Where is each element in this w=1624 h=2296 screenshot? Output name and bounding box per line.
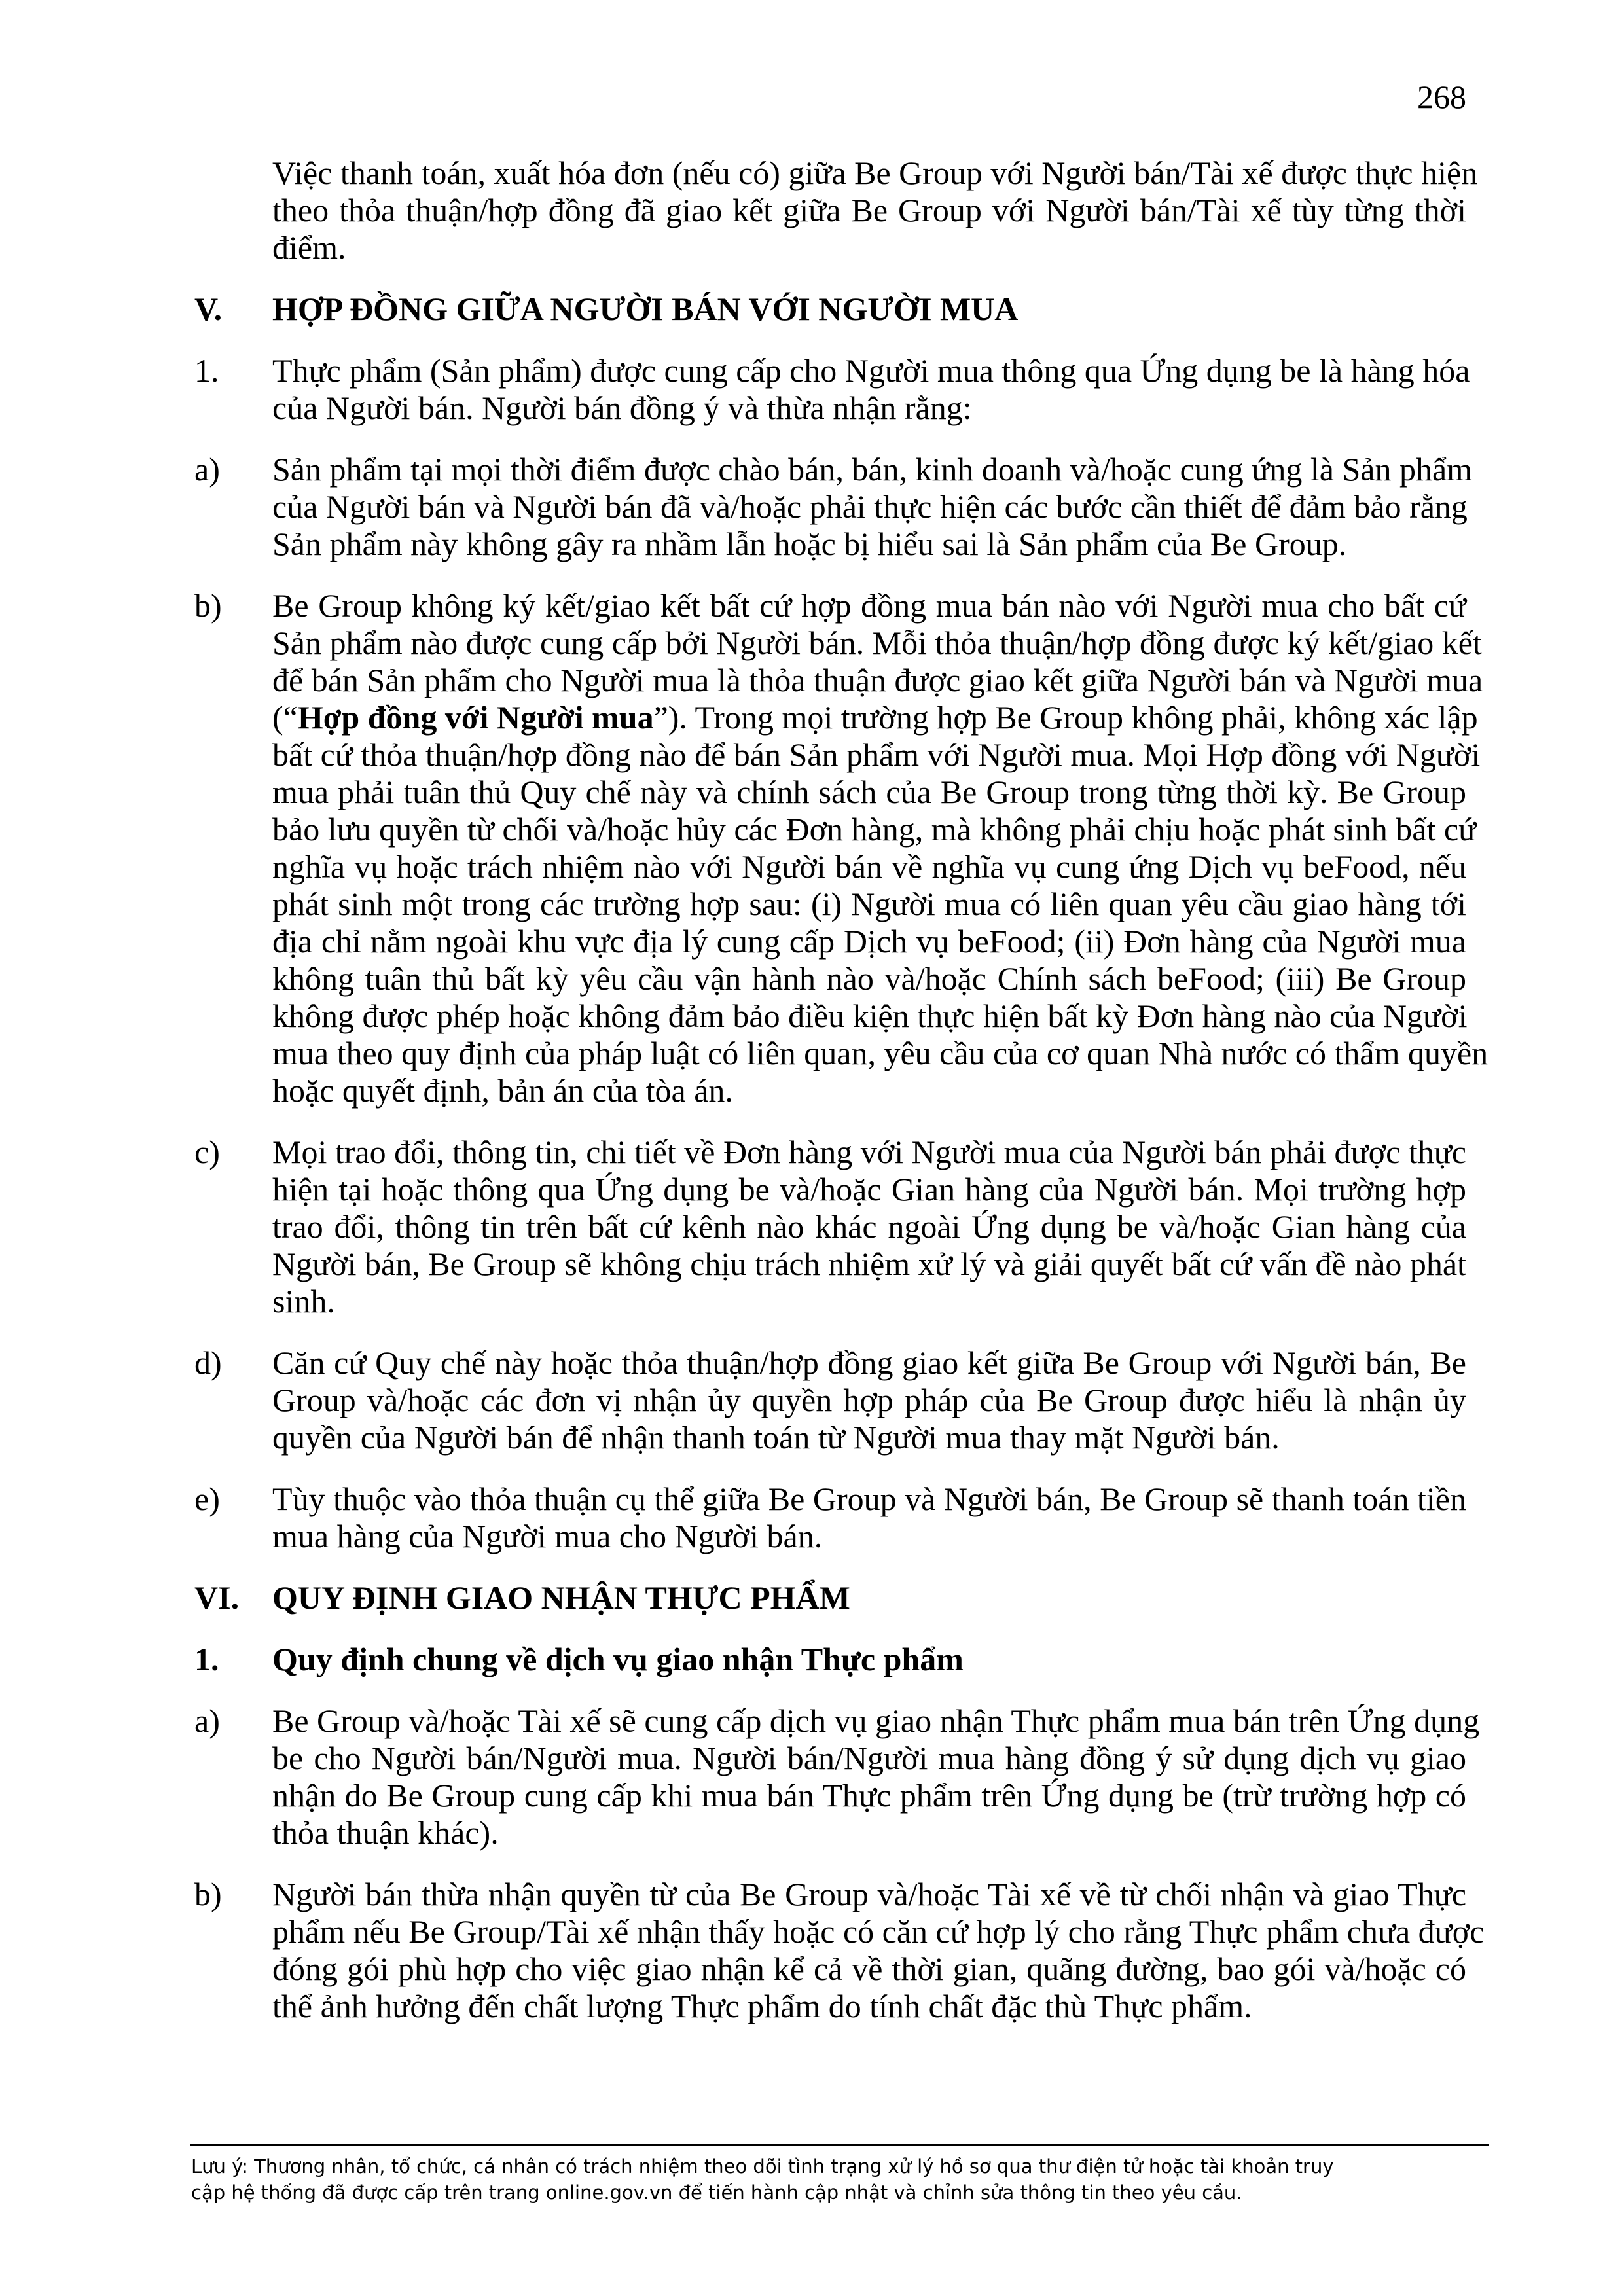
item-label: d) bbox=[194, 1344, 222, 1381]
document-body bbox=[194, 154, 1489, 2049]
item-label: b) bbox=[194, 1876, 222, 1912]
text-line: Việc thanh toán, xuất hóa đơn (nếu có) giữa Be Group với Người bán/Tài xế được thực hiện bbox=[272, 154, 1478, 191]
text-line: không được phép hoặc không đảm bảo điều kiện thực hiện bất kỳ Đơn hàng nào của Người bbox=[272, 997, 1468, 1034]
item-label: b) bbox=[194, 587, 222, 624]
item-label: a) bbox=[194, 451, 220, 488]
text-line: QUY ĐỊNH GIAO NHẬN THỰC PHẨM bbox=[272, 1579, 850, 1616]
text-line: mua phải tuân thủ Quy chế này và chính sách của Be Group trong từng thời kỳ. Be Group bbox=[272, 774, 1466, 810]
text-line: hoặc quyết định, bản án của tòa án. bbox=[272, 1072, 733, 1109]
footer-line: cập hệ thống đã được cấp trên trang online.gov.vn để tiến hành cập nhật và chỉnh sửa thông tin theo yêu cầu. bbox=[191, 2181, 1242, 2204]
text-line: theo thỏa thuận/hợp đồng đã giao kết giữa Be Group với Người bán/Tài xế tùy từng thời bbox=[272, 192, 1466, 228]
text-line: Sản phẩm này không gây ra nhầm lẫn hoặc bị hiểu sai là Sản phẩm của Be Group. bbox=[272, 526, 1347, 562]
text-line: của Người bán. Người bán đồng ý và thừa nhận rằng: bbox=[272, 389, 972, 426]
footer-line: Lưu ý: Thương nhân, tổ chức, cá nhân có trách nhiệm theo dõi tình trạng xử lý hồ sơ qua thư điện tử hoặc tài khoản truy bbox=[191, 2155, 1334, 2178]
paragraph bbox=[194, 1480, 1466, 1555]
text-line: Be Group và/hoặc Tài xế sẽ cung cấp dịch vụ giao nhận Thực phẩm mua bán trên Ứng dụng bbox=[272, 1702, 1480, 1739]
text-line: Sản phẩm nào được cung cấp bởi Người bán. Mỗi thỏa thuận/hợp đồng được ký kết/giao kết bbox=[272, 624, 1482, 661]
text-line: Người bán, Be Group sẽ không chịu trách nhiệm xử lý và giải quyết bất cứ vấn đề nào phát bbox=[272, 1246, 1466, 1282]
text-line: nghĩa vụ hoặc trách nhiệm nào với Người bán về nghĩa vụ cung ứng Dịch vụ beFood, nếu bbox=[272, 848, 1466, 885]
text-line: Sản phẩm tại mọi thời điểm được chào bán, bán, kinh doanh và/hoặc cung ứng là Sản phẩm bbox=[272, 451, 1473, 488]
page-number: 268 bbox=[1417, 79, 1466, 115]
text-line: Tùy thuộc vào thỏa thuận cụ thể giữa Be Group và Người bán, Be Group sẽ thanh toán tiền bbox=[272, 1480, 1466, 1517]
item-label: a) bbox=[194, 1702, 220, 1739]
defined-term: Hợp đồng với Người mua bbox=[297, 699, 654, 736]
text-line bbox=[272, 699, 1478, 736]
text-line: mua hàng của Người mua cho Người bán. bbox=[272, 1518, 823, 1554]
text-line: Mọi trao đổi, thông tin, chi tiết về Đơn hàng với Người mua của Người bán phải được thực bbox=[272, 1134, 1466, 1170]
text-line: để bán Sản phẩm cho Người mua là thỏa thuận được giao kết giữa Người bán và Người mua bbox=[272, 662, 1483, 698]
text-line: phẩm nếu Be Group/Tài xế nhận thấy hoặc có căn cứ hợp lý cho rằng Thực phẩm chưa được bbox=[272, 1913, 1485, 1950]
text-line: Thực phẩm (Sản phẩm) được cung cấp cho Người mua thông qua Ứng dụng be là hàng hóa bbox=[272, 352, 1470, 389]
text-segment: (“ bbox=[272, 699, 298, 736]
text-line: điểm. bbox=[272, 229, 346, 266]
text-line: trao đổi, thông tin trên bất cứ kênh nào khác ngoài Ứng dụng be và/hoặc Gian hàng của bbox=[272, 1208, 1466, 1245]
text-line: mua theo quy định của pháp luật có liên quan, yêu cầu của cơ quan Nhà nước có thẩm quyền bbox=[272, 1035, 1489, 1071]
paragraph bbox=[194, 587, 1489, 1109]
text-line: bảo lưu quyền từ chối và/hoặc hủy các Đơn hàng, mà không phải chịu hoặc phát sinh bất cứ bbox=[272, 811, 1477, 848]
item-label: 1. bbox=[194, 1641, 219, 1677]
item-label: VI. bbox=[194, 1579, 240, 1616]
paragraph bbox=[194, 1134, 1466, 1320]
section-heading bbox=[194, 1641, 1466, 1678]
text-line: quyền của Người bán để nhận thanh toán từ Người mua thay mặt Người bán. bbox=[272, 1419, 1280, 1456]
section-heading bbox=[194, 291, 1466, 328]
paragraph bbox=[194, 451, 1473, 563]
text-line: Quy định chung về dịch vụ giao nhận Thực phẩm bbox=[272, 1641, 964, 1677]
paragraph bbox=[194, 1344, 1466, 1456]
text-line: không tuân thủ bất kỳ yêu cầu vận hành nào và/hoặc Chính sách beFood; (iii) Be Group bbox=[272, 960, 1466, 997]
text-line: HỢP ĐỒNG GIỮA NGƯỜI BÁN VỚI NGƯỜI MUA bbox=[272, 291, 1019, 327]
item-label: c) bbox=[194, 1134, 220, 1170]
text-line: của Người bán và Người bán đã và/hoặc phải thực hiện các bước cần thiết để đảm bảo rằng bbox=[272, 488, 1468, 525]
text-line: Người bán thừa nhận quyền từ của Be Group và/hoặc Tài xế về từ chối nhận và giao Thực bbox=[272, 1876, 1466, 1912]
footer-divider bbox=[190, 2144, 1489, 2146]
text-line: hiện tại hoặc thông qua Ứng dụng be và/hoặc Gian hàng của Người bán. Mọi trường hợp bbox=[272, 1171, 1466, 1208]
text-segment: ”). Trong mọi trường hợp Be Group không phải, không xác lập bbox=[653, 699, 1478, 736]
text-line: be cho Người bán/Người mua. Người bán/Người mua hàng đồng ý sử dụng dịch vụ giao bbox=[272, 1740, 1466, 1776]
footer-note bbox=[191, 2153, 1494, 2206]
text-line: thể ảnh hưởng đến chất lượng Thực phẩm do tính chất đặc thù Thực phẩm. bbox=[272, 1988, 1252, 2024]
text-line: phát sinh một trong các trường hợp sau: (i) Người mua có liên quan yêu cầu giao hàng tới bbox=[272, 886, 1466, 922]
text-line: đóng gói phù hợp cho việc giao nhận kể cả về thời gian, quãng đường, bao gói và/hoặc có bbox=[272, 1950, 1466, 1987]
item-label: V. bbox=[194, 291, 223, 327]
text-line: địa chỉ nằm ngoài khu vực địa lý cung cấp Dịch vụ beFood; (ii) Đơn hàng của Người mua bbox=[272, 923, 1466, 960]
text-line: nhận do Be Group cung cấp khi mua bán Thực phẩm trên Ứng dụng be (trừ trường hợp có bbox=[272, 1777, 1466, 1814]
paragraph bbox=[194, 352, 1470, 427]
text-line: bất cứ thỏa thuận/hợp đồng nào để bán Sản phẩm với Người mua. Mọi Hợp đồng với Người bbox=[272, 736, 1481, 773]
section-heading bbox=[194, 1579, 1466, 1617]
text-line: Be Group không ký kết/giao kết bất cứ hợp đồng mua bán nào với Người mua cho bất cứ bbox=[272, 587, 1466, 624]
item-label: 1. bbox=[194, 352, 219, 389]
text-line: thỏa thuận khác). bbox=[272, 1814, 499, 1851]
item-label: e) bbox=[194, 1480, 220, 1517]
text-line: Group và/hoặc các đơn vị nhận ủy quyền hợp pháp của Be Group được hiểu là nhận ủy bbox=[272, 1382, 1466, 1418]
paragraph bbox=[194, 1876, 1485, 2025]
paragraph bbox=[194, 154, 1478, 266]
text-line: sinh. bbox=[272, 1283, 335, 1319]
paragraph bbox=[194, 1702, 1480, 1852]
text-line: Căn cứ Quy chế này hoặc thỏa thuận/hợp đồng giao kết giữa Be Group với Người bán, Be bbox=[272, 1344, 1466, 1381]
